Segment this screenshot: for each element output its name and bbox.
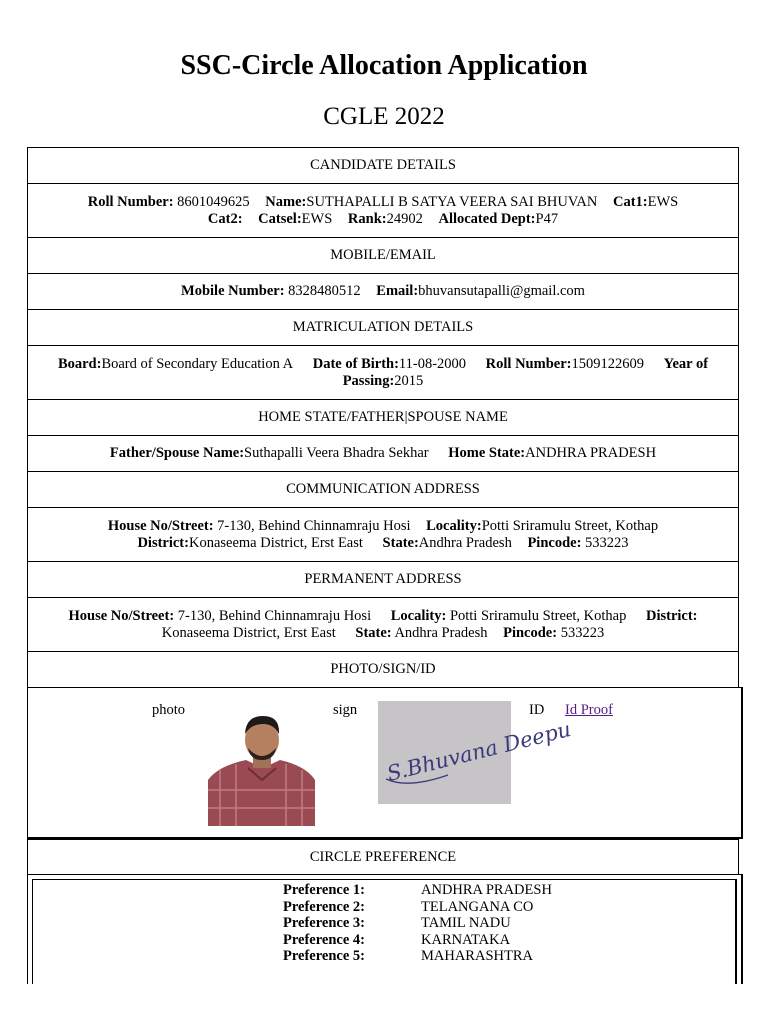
sign-label: sign [333, 702, 358, 718]
preference-value: ANDHRA PRADESH [421, 882, 552, 898]
section-title: CANDIDATE DETAILS [310, 157, 456, 173]
photo-sign-id-body [27, 687, 743, 839]
field-label: Roll Number: [485, 355, 572, 372]
house-street-value: 7-130, Behind Chinnamraju Hosi [174, 607, 372, 624]
candidate-name-value: SUTHAPALLI B SATYA VEERA SAI BHUVAN [306, 193, 598, 210]
preference-row [283, 932, 510, 949]
permanent-address-body [27, 597, 739, 652]
page-subtitle: CGLE 2022 [323, 103, 445, 130]
home-state-body [27, 435, 739, 472]
preference-label: Preference 3: [283, 915, 365, 931]
permanent-address-header [27, 561, 739, 598]
preference-table [32, 879, 737, 984]
home-state-header [27, 399, 739, 436]
state-value: Andhra Pradesh [391, 624, 488, 641]
preference-row [283, 915, 511, 932]
section-title: PHOTO/SIGN/ID [330, 661, 436, 677]
catsel-value: EWS [301, 210, 333, 227]
preference-value: MAHARASHTRA [421, 948, 533, 964]
photo-sign-id-header [27, 651, 739, 688]
field-label: District: [645, 607, 698, 624]
field-label: Rank: [347, 210, 387, 227]
section-title: COMMUNICATION ADDRESS [286, 481, 480, 497]
email-value: bhuvansutapalli@gmail.com [418, 283, 585, 299]
field-label: House No/Street: [107, 517, 214, 534]
mobile-email-body [27, 273, 739, 310]
field-label: Home State: [448, 445, 526, 461]
communication-address-body [27, 507, 739, 562]
field-label: State: [382, 534, 419, 551]
field-label: Year of Passing: [342, 355, 709, 389]
preference-row [283, 882, 552, 899]
field-label: Email: [376, 283, 419, 299]
section-title: MOBILE/EMAIL [330, 247, 436, 263]
field-label: Allocated Dept: [438, 210, 536, 227]
section-title: MATRICULATION DETAILS [292, 319, 474, 335]
state-value: Andhra Pradesh [418, 534, 512, 551]
locality-value: Potti Sriramulu Street, Kothap [446, 607, 627, 624]
candidate-details-body [27, 183, 739, 238]
field-label: Pincode: [503, 624, 558, 641]
cat1-value: EWS [647, 193, 679, 210]
field-label: Locality: [426, 517, 482, 534]
year-of-passing-value: 2015 [394, 372, 424, 389]
field-label: Roll Number: [87, 193, 174, 210]
section-title: HOME STATE/FATHER|SPOUSE NAME [258, 409, 508, 425]
id-label: ID [529, 702, 545, 718]
candidate-details-header [27, 147, 739, 184]
mobile-number-value: 8328480512 [284, 283, 361, 299]
matriculation-body [27, 345, 739, 400]
preference-value: KARNATAKA [421, 931, 511, 948]
house-street-value: 7-130, Behind Chinnamraju Hosi [213, 517, 411, 534]
rank-value: 24902 [386, 210, 423, 227]
photo-label: photo [152, 702, 186, 718]
preference-row [283, 899, 533, 916]
preference-label: Preference 1: [283, 882, 365, 898]
board-value: Board of Secondary Education A [101, 355, 294, 372]
district-value: Konaseema District, Erst East [188, 534, 363, 551]
preference-value: TELANGANA CO [421, 898, 534, 915]
field-label: Board: [57, 355, 102, 372]
pincode-value: 533223 [557, 624, 605, 641]
locality-value: Potti Sriramulu Street, Kothap [481, 517, 659, 534]
dob-value: 11-08-2000 [398, 355, 467, 372]
candidate-photo [208, 710, 315, 826]
matriculation-header [27, 309, 739, 346]
preference-value: TAMIL NADU [421, 915, 511, 931]
pincode-value: 533223 [581, 534, 629, 551]
circle-preference-header [27, 839, 739, 875]
signature-text: S.Bhuvana Deepu [384, 717, 574, 786]
field-label: State: [355, 624, 392, 641]
id-proof-link[interactable]: Id Proof [565, 702, 613, 718]
circle-preference-body [27, 874, 743, 984]
field-label: Locality: [390, 607, 447, 624]
preference-label: Preference 4: [283, 931, 365, 948]
field-label: Pincode: [527, 534, 582, 551]
preference-label: Preference 5: [283, 948, 365, 964]
field-label: Name: [265, 193, 307, 210]
father-name-value: Suthapalli Veera Bhadra Sekhar [244, 445, 429, 461]
matric-roll-value: 1509122609 [571, 355, 644, 372]
field-label: Mobile Number: [181, 283, 285, 299]
preference-row [283, 948, 533, 965]
preference-label: Preference 2: [283, 898, 365, 915]
page-title: SSC-Circle Allocation Application [180, 50, 588, 81]
allocated-dept-value: P47 [535, 210, 559, 227]
field-label: Date of Birth: [312, 355, 399, 372]
home-state-value: ANDHRA PRADESH [525, 445, 657, 461]
field-label: District: [137, 534, 189, 551]
section-title: PERMANENT ADDRESS [304, 571, 462, 587]
communication-address-header [27, 471, 739, 508]
section-title: CIRCLE PREFERENCE [309, 848, 457, 865]
district-value: Konaseema District, Erst East [161, 624, 336, 641]
field-label: Cat2: [207, 210, 243, 227]
field-label: House No/Street: [68, 607, 175, 624]
field-label: Catsel: [258, 210, 302, 227]
roll-number-value: 8601049625 [173, 193, 250, 210]
field-label: Father/Spouse Name: [109, 445, 245, 461]
mobile-email-header [27, 237, 739, 274]
field-label: Cat1: [613, 193, 648, 210]
